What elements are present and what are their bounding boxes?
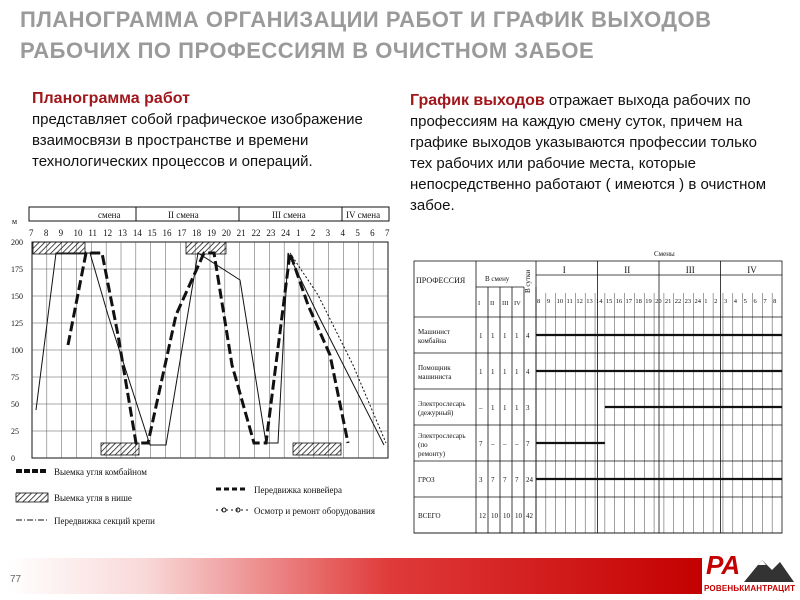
hour-col-label: 10 bbox=[556, 298, 564, 305]
y-tick-label: 150 bbox=[11, 292, 23, 301]
hour-col-label: 3 bbox=[723, 298, 728, 305]
hour-label: 22 bbox=[251, 228, 261, 238]
hour-label: 8 bbox=[43, 228, 49, 238]
legend-supports: Передвижка секций крепи bbox=[54, 516, 155, 526]
y-tick-label: 175 bbox=[11, 265, 23, 274]
shift-group-label: I bbox=[562, 265, 566, 275]
y-tick-label: 50 bbox=[11, 400, 19, 409]
hour-col-label: 18 bbox=[635, 298, 642, 305]
row-shift-count: 1 bbox=[515, 404, 519, 412]
hour-label: 23 bbox=[266, 228, 276, 238]
row-total: 24 bbox=[526, 476, 533, 484]
hour-label: 4 bbox=[340, 228, 345, 238]
slide-title: ПЛАНОГРАММА ОРГАНИЗАЦИИ РАБОТ И ГРАФИК ВЫХОДОВ РАБОЧИХ ПО ПРОФЕССИЯМ В ОЧИСТНОМ ЗАБОЕ bbox=[20, 7, 712, 63]
hour-col-label: 16 bbox=[615, 298, 623, 305]
hour-label: 5 bbox=[355, 228, 360, 238]
row-profession: ремонту) bbox=[418, 450, 446, 458]
y-tick-label: 25 bbox=[11, 427, 19, 436]
row-shift-count: 1 bbox=[491, 332, 495, 340]
hour-col-label: 20 bbox=[655, 298, 662, 305]
hour-col-label: 8 bbox=[773, 298, 777, 305]
hour-col-label: 7 bbox=[763, 298, 767, 305]
legend-inspection: Осмотр и ремонт оборудования bbox=[254, 506, 375, 516]
shift-label-4: IV смена bbox=[346, 210, 381, 220]
hour-label: 9 bbox=[58, 228, 64, 238]
legend-conveyor: Передвижка конвейера bbox=[254, 485, 342, 495]
row-shift-count: 7 bbox=[479, 440, 483, 448]
row-shift-count: 1 bbox=[479, 368, 483, 376]
row-profession: (по bbox=[418, 441, 428, 449]
y-tick-label: 125 bbox=[11, 319, 23, 328]
planogram-term: Планограмма работ bbox=[32, 90, 190, 107]
hour-col-label: 4 bbox=[733, 298, 738, 305]
mountain-icon bbox=[744, 554, 794, 582]
hour-label: 6 bbox=[370, 228, 375, 238]
hour-col-label: 21 bbox=[664, 298, 672, 305]
row-profession: машиниста bbox=[418, 373, 452, 381]
row-shift-count: 7 bbox=[515, 476, 519, 484]
header-shift-group: Смены bbox=[654, 250, 675, 258]
y-tick-label: 200 bbox=[11, 238, 23, 247]
row-shift-count: 10 bbox=[515, 512, 522, 520]
hour-col-label: 19 bbox=[645, 298, 652, 305]
row-shift-count: – bbox=[479, 404, 483, 412]
hour-label: 12 bbox=[103, 228, 113, 238]
y-tick-label: 100 bbox=[11, 346, 23, 355]
hour-col-label: 15 bbox=[605, 298, 613, 305]
hour-label: 13 bbox=[118, 228, 127, 238]
shift-col-label: I bbox=[478, 300, 481, 307]
row-shift-count: 1 bbox=[515, 332, 519, 340]
row-shift-count: 1 bbox=[515, 368, 519, 376]
shift-col-label: III bbox=[502, 300, 509, 307]
hour-col-label: 8 bbox=[537, 298, 541, 305]
y-tick-label: 75 bbox=[11, 373, 19, 382]
hour-label: 17 bbox=[177, 228, 187, 238]
hour-col-label: 2 bbox=[714, 298, 718, 305]
hour-label: 2 bbox=[310, 228, 316, 238]
hour-label: 15 bbox=[147, 228, 157, 238]
header-per-day: В сутки bbox=[524, 269, 532, 293]
row-total: 7 bbox=[526, 440, 530, 448]
planogram-chart bbox=[8, 205, 393, 535]
row-shift-count: 1 bbox=[503, 368, 507, 376]
company-logo bbox=[704, 550, 796, 598]
hour-label: 1 bbox=[296, 228, 301, 238]
footer-bar bbox=[8, 558, 702, 594]
row-total: 4 bbox=[526, 368, 530, 376]
row-shift-count: 1 bbox=[491, 404, 495, 412]
row-shift-count: 1 bbox=[503, 404, 507, 412]
hour-col-label: 9 bbox=[546, 298, 551, 305]
row-profession: Помощник bbox=[418, 364, 451, 372]
page-number: 77 bbox=[10, 574, 22, 585]
y-tick-label: 0 bbox=[11, 454, 15, 463]
shift-label-3: III смена bbox=[272, 210, 306, 220]
hour-label: 14 bbox=[132, 228, 142, 238]
row-total: 4 bbox=[526, 332, 530, 340]
row-shift-count: 1 bbox=[479, 332, 483, 340]
shift-group-label: IV bbox=[747, 265, 757, 275]
row-shift-count: 1 bbox=[491, 368, 495, 376]
hour-label: 19 bbox=[207, 228, 216, 238]
hour-label: 20 bbox=[221, 228, 231, 238]
row-total: 3 bbox=[526, 404, 530, 412]
row-total: 42 bbox=[526, 512, 533, 520]
hour-col-label: 22 bbox=[674, 298, 682, 305]
row-shift-count: 3 bbox=[479, 476, 483, 484]
shift-col-label: IV bbox=[514, 300, 521, 307]
hour-label: 16 bbox=[162, 228, 172, 238]
hour-col-label: 11 bbox=[566, 298, 573, 305]
hour-label: 3 bbox=[325, 228, 331, 238]
hour-col-label: 1 bbox=[704, 298, 708, 305]
hour-label: 24 bbox=[281, 228, 291, 238]
hour-col-label: 24 bbox=[694, 298, 701, 305]
row-shift-count: 12 bbox=[479, 512, 486, 520]
hour-col-label: 12 bbox=[576, 298, 583, 305]
logo-mark: PA bbox=[706, 550, 741, 580]
shift-label-2: II смена bbox=[168, 210, 199, 220]
header-profession: ПРОФЕССИЯ bbox=[416, 276, 466, 285]
attendance-table bbox=[410, 245, 785, 540]
row-profession: (дежурный) bbox=[418, 409, 454, 417]
shift-group-label: II bbox=[624, 265, 631, 275]
row-shift-count: – bbox=[491, 440, 495, 448]
row-shift-count: 7 bbox=[491, 476, 495, 484]
schedule-text: отражает выхода рабочих по профессиям на каждую смену суток, причем на графике выходов указываются профессии только тех рабочих или рабочие места, которые непосредственно работают ( имеются ) в очистном забое. bbox=[410, 92, 767, 214]
hour-label: 11 bbox=[88, 228, 98, 238]
schedule-term: График выходов bbox=[410, 92, 545, 109]
row-shift-count: 7 bbox=[503, 476, 507, 484]
row-shift-count: 10 bbox=[503, 512, 510, 520]
header-per-shift: В смену bbox=[485, 275, 510, 283]
legend-combine: Выемка угля комбайном bbox=[54, 467, 148, 477]
shift-col-label: II bbox=[490, 300, 495, 307]
planogram-definition bbox=[32, 88, 372, 172]
row-profession: комбайна bbox=[418, 337, 447, 345]
row-shift-count: 10 bbox=[491, 512, 498, 520]
shift-label-1: смена bbox=[98, 210, 121, 220]
hour-label: 18 bbox=[192, 228, 202, 238]
hour-col-label: 14 bbox=[596, 298, 603, 305]
hour-col-label: 5 bbox=[743, 298, 747, 305]
hour-col-label: 13 bbox=[586, 298, 593, 305]
y-unit: м bbox=[12, 217, 18, 226]
hour-col-label: 17 bbox=[625, 298, 633, 305]
hour-label: 10 bbox=[73, 228, 83, 238]
row-profession: Электрослесарь bbox=[418, 432, 466, 440]
row-profession: ГРОЗ bbox=[418, 476, 435, 484]
hour-col-label: 23 bbox=[684, 298, 692, 305]
planogram-text: представляет собой графическое изображение взаимосвязи в пространстве и времени технологических процессов и операций. bbox=[32, 111, 363, 170]
hour-col-label: 6 bbox=[753, 298, 757, 305]
schedule-definition bbox=[410, 90, 770, 216]
row-profession: Машинист bbox=[418, 328, 451, 336]
hour-label: 7 bbox=[29, 228, 34, 238]
row-profession: Электрослесарь bbox=[418, 400, 466, 408]
hour-label: 7 bbox=[385, 228, 390, 238]
row-shift-count: – bbox=[515, 440, 519, 448]
shift-group-label: III bbox=[685, 265, 695, 275]
row-shift-count: – bbox=[503, 440, 507, 448]
row-profession: ВСЕГО bbox=[418, 512, 441, 520]
row-shift-count: 1 bbox=[503, 332, 507, 340]
hour-label: 21 bbox=[236, 228, 246, 238]
logo-text: РОВЕНЬКИАНТРАЦИТ bbox=[704, 584, 796, 593]
legend-niche: Выемка угля в нише bbox=[54, 493, 132, 503]
